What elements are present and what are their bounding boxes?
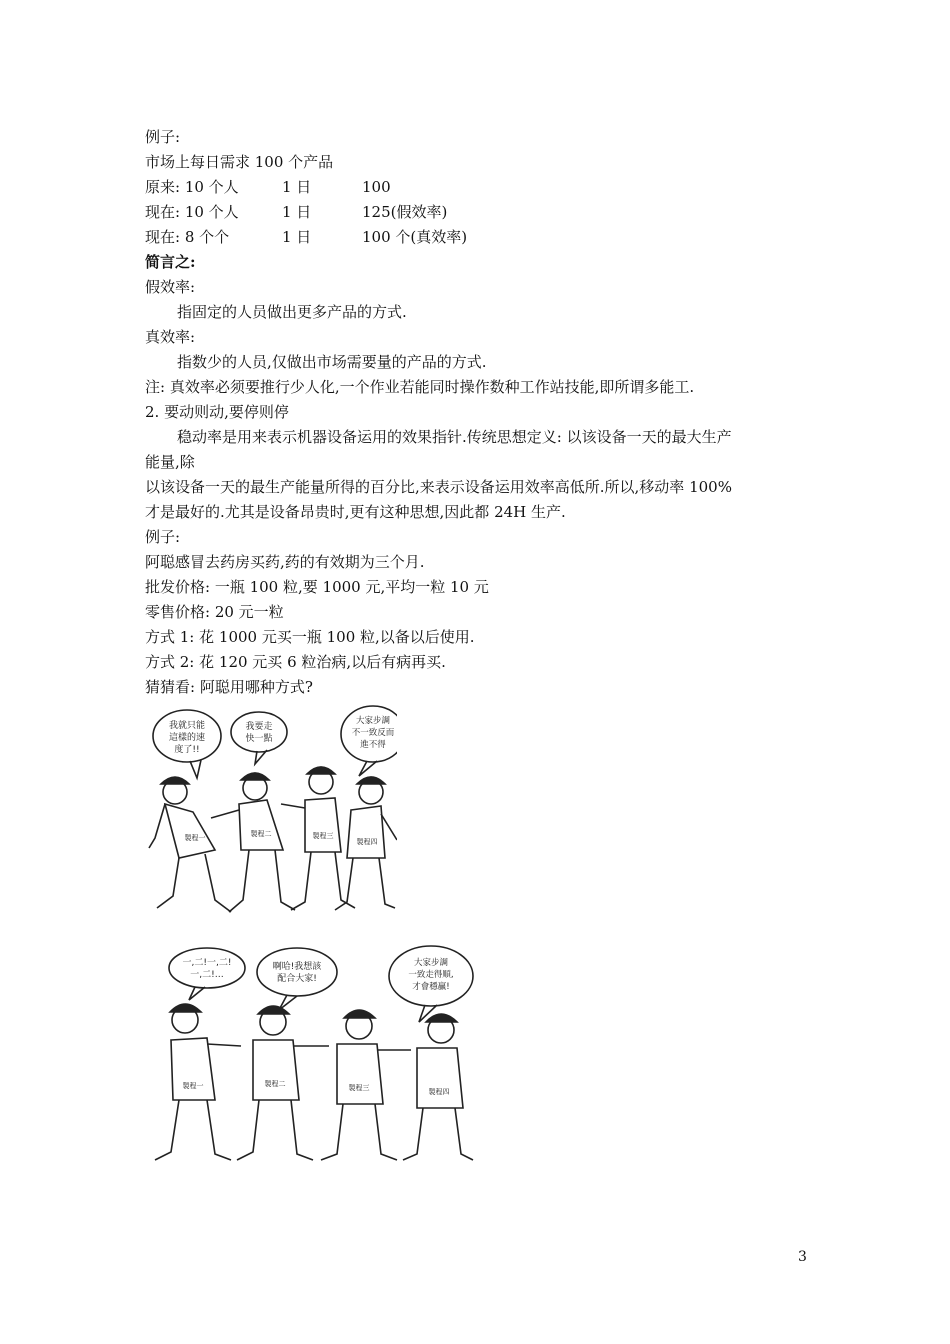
comparison-row-now-false xyxy=(145,202,447,222)
comparison-row-original xyxy=(145,177,391,197)
worker-figure xyxy=(321,1010,411,1160)
bubble-text: 這樣的速 xyxy=(168,733,206,743)
cartoon-workers-in-step xyxy=(145,940,475,1168)
worker-figure xyxy=(155,1004,241,1160)
page-number: 3 xyxy=(798,1249,807,1265)
paragraph-operating-rate-2: 能量,除 xyxy=(145,453,195,471)
bubble-text: 一,二!一,二! xyxy=(182,958,232,968)
row-period: 1 日 xyxy=(282,203,312,221)
cartoon-workers-out-of-step xyxy=(145,700,397,920)
bubble-text: 大家步調 xyxy=(355,716,391,726)
row-label: 原来: 10 个人 xyxy=(145,178,239,196)
row-output: 100 xyxy=(362,178,391,196)
bubble-text: 配合大家! xyxy=(277,974,317,984)
bubble-text: 我要走 xyxy=(245,722,273,732)
retail-price-line: 零售价格: 20 元一粒 xyxy=(145,603,284,621)
bubble-text: 進不得 xyxy=(360,740,386,750)
bubble-text: 大家步調 xyxy=(413,958,449,968)
row-label: 现在: 10 个人 xyxy=(145,203,239,221)
shirt-label: 製程四 xyxy=(428,1088,450,1096)
bubble-text: 啊哈!我想該 xyxy=(272,962,322,972)
method-1-line: 方式 1: 花 1000 元买一瓶 100 粒,以备以后使用. xyxy=(145,628,475,646)
shirt-label: 製程三 xyxy=(312,832,334,840)
bubble-text: 一致走得順, xyxy=(408,970,454,980)
example-heading: 例子: xyxy=(145,128,181,146)
worker-figure xyxy=(237,1006,329,1160)
row-output: 125(假效率) xyxy=(362,203,448,221)
shirt-label: 製程二 xyxy=(250,830,272,838)
bubble-text: 才會穩贏! xyxy=(412,982,450,992)
worker-figure xyxy=(211,773,295,912)
story-line: 阿聪感冒去药房买药,药的有效期为三个月. xyxy=(145,553,425,571)
shirt-label: 製程二 xyxy=(264,1080,286,1088)
bubble-text: 度了!! xyxy=(174,745,200,755)
false-efficiency-definition: 指固定的人员做出更多产品的方式. xyxy=(177,303,407,321)
wholesale-price-line: 批发价格: 一瓶 100 粒,要 1000 元,平均一粒 10 元 xyxy=(145,578,489,596)
example-heading-2: 例子: xyxy=(145,528,181,546)
method-2-line: 方式 2: 花 120 元买 6 粒治病,以后有病再买. xyxy=(145,653,446,671)
worker-figure xyxy=(335,777,397,910)
shirt-label: 製程一 xyxy=(182,1082,204,1090)
market-demand-line: 市场上每日需求 100 个产品 xyxy=(145,153,334,171)
row-period: 1 日 xyxy=(282,178,312,196)
shirt-label: 製程三 xyxy=(348,1084,370,1092)
worker-figure xyxy=(403,1014,473,1160)
shirt-label: 製程一 xyxy=(184,834,206,842)
row-label: 现在: 8 个个 xyxy=(145,228,230,246)
true-efficiency-term: 真效率: xyxy=(145,328,196,346)
shirt-label: 製程四 xyxy=(356,838,378,846)
bubble-text: 不一致反而 xyxy=(351,728,395,738)
bubble-text: 一,二!… xyxy=(190,970,224,980)
row-period: 1 日 xyxy=(282,228,312,246)
bubble-text: 我就只能 xyxy=(168,721,206,731)
paragraph-operating-rate-4: 才是最好的.尤其是设备昂贵时,更有这种思想,因此都 24H 生产. xyxy=(145,503,566,521)
bubble-text: 快一點 xyxy=(245,734,273,744)
guess-question-line: 猜猜看: 阿聪用哪种方式? xyxy=(145,678,313,696)
paragraph-operating-rate-3: 以该设备一天的最生产能量所得的百分比,来表示设备运用效率高低所.所以,移动率 100% xyxy=(145,478,732,496)
comparison-row-now-true xyxy=(145,227,467,247)
row-output: 100 个(真效率) xyxy=(362,228,468,246)
true-efficiency-definition: 指数少的人员,仅做出市场需要量的产品的方式. xyxy=(177,353,487,371)
section-2-heading: 2. 要动则动,要停则停 xyxy=(145,403,289,421)
summary-heading: 简言之: xyxy=(145,253,196,271)
note-line: 注: 真效率必须要推行少人化,一个作业若能同时操作数种工作站技能,即所谓多能工. xyxy=(145,378,695,396)
worker-figure xyxy=(281,767,355,910)
worker-figure xyxy=(149,777,231,912)
false-efficiency-term: 假效率: xyxy=(145,278,196,296)
paragraph-operating-rate-1: 稳动率是用来表示机器设备运用的效果指针.传统思想定义: 以该设备一天的最大生产 xyxy=(177,428,732,446)
